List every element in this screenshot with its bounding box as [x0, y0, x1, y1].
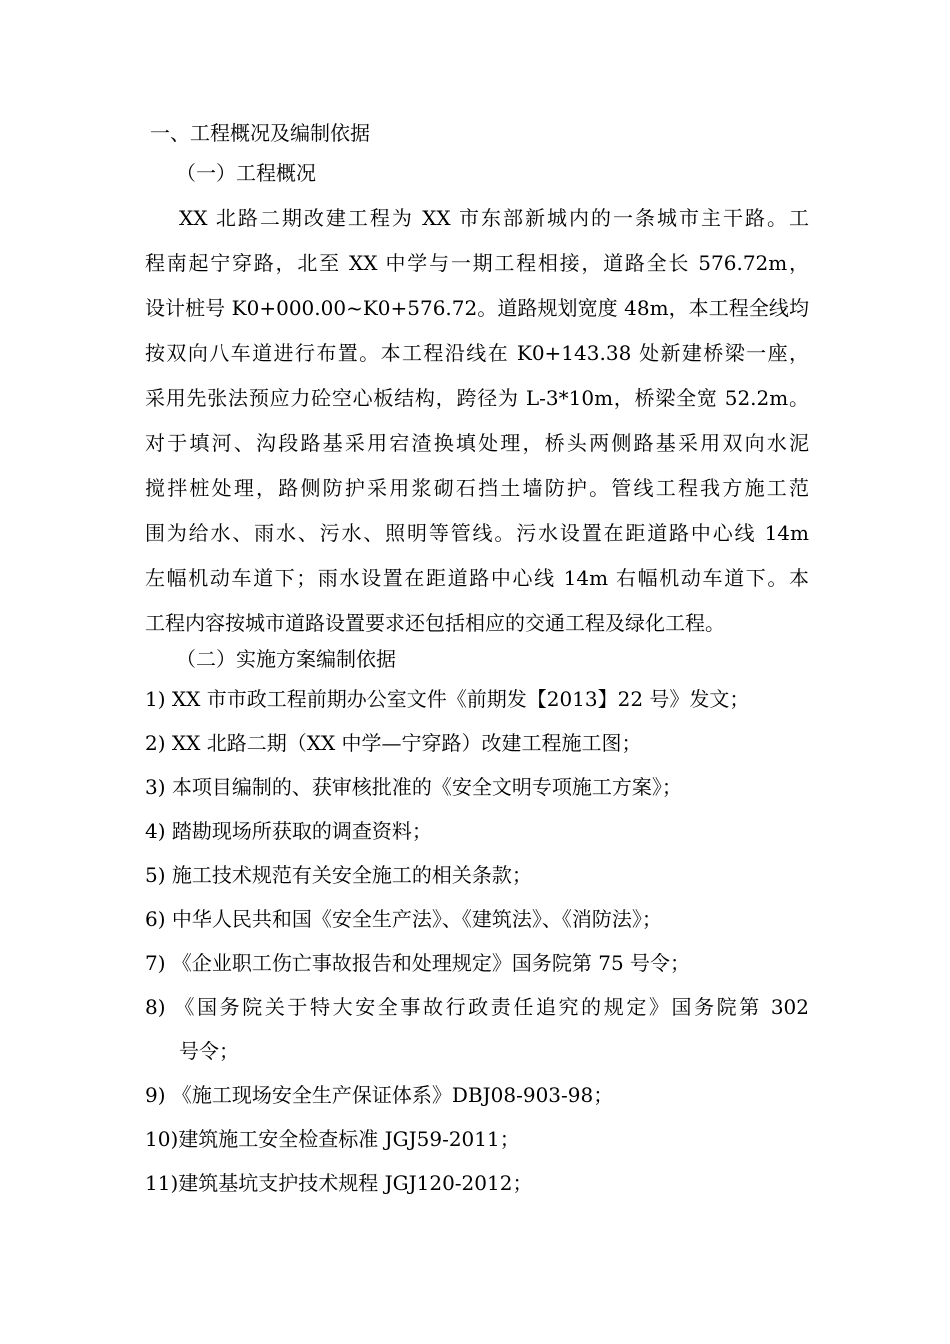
paragraph-line: XX 北路二期改建工程为 XX 市东部新城内的一条城市主干路。工	[179, 206, 809, 230]
paragraph-line: 采用先张法预应力砼空心板结构，跨径为 L-3*10m，桥梁全宽 52.2m。	[145, 386, 809, 410]
list-item: 4) 踏勘现场所获取的调查资料；	[145, 819, 432, 843]
paragraph-line: 程南起宁穿路，北至 XX 中学与一期工程相接，道路全长 576.72m，	[145, 251, 809, 275]
list-item: 6) 中华人民共和国《安全生产法》、《建筑法》、《消防法》；	[145, 907, 662, 931]
paragraph-line: 按双向八车道进行布置。本工程沿线在 K0+143.38 处新建桥梁一座，	[145, 341, 809, 365]
list-item: 10)建筑施工安全检查标准 JGJ59-2011；	[145, 1127, 520, 1151]
subsection-heading-basis: （二）实施方案编制依据	[176, 647, 396, 671]
overview-paragraph	[145, 196, 809, 646]
list-item: 1) XX 市市政工程前期办公室文件《前期发【2013】22 号》发文；	[145, 687, 750, 711]
basis-list	[145, 677, 809, 1205]
paragraph-line: 左幅机动车道下；雨水设置在距道路中心线 14m 右幅机动车道下。本	[145, 566, 809, 590]
list-item-continuation: 号令；	[179, 1039, 239, 1063]
paragraph-line: 搅拌桩处理，路侧防护采用浆砌石挡土墙防护。管线工程我方施工范	[145, 476, 809, 500]
list-item: 3) 本项目编制的、获审核批准的《安全文明专项施工方案》；	[145, 775, 682, 799]
list-item: 2) XX 北路二期（XX 中学—宁穿路）改建工程施工图；	[145, 731, 642, 755]
paragraph-line: 设计桩号 K0+000.00~K0+576.72。道路规划宽度 48m，本工程全线均	[145, 296, 809, 320]
paragraph-line: 对于填河、沟段路基采用宕渣换填处理，桥头两侧路基采用双向水泥	[145, 431, 809, 455]
paragraph-line: 围为给水、雨水、污水、照明等管线。污水设置在距道路中心线 14m	[145, 521, 809, 545]
list-item: 9) 《施工现场安全生产保证体系》DBJ08-903-98；	[145, 1083, 614, 1107]
list-item: 5) 施工技术规范有关安全施工的相关条款；	[145, 863, 532, 887]
list-item: 11)建筑基坑支护技术规程 JGJ120-2012；	[145, 1171, 533, 1195]
list-item: 7) 《企业职工伤亡事故报告和处理规定》国务院第 75 号令；	[145, 951, 691, 975]
paragraph-line: 工程内容按城市道路设置要求还包括相应的交通工程及绿化工程。	[145, 611, 725, 635]
section-heading: 一、工程概况及编制依据	[150, 121, 370, 145]
subsection-heading-overview: （一）工程概况	[176, 161, 316, 185]
list-item: 8) 《国务院关于特大安全事故行政责任追究的规定》国务院第 302	[145, 995, 809, 1019]
